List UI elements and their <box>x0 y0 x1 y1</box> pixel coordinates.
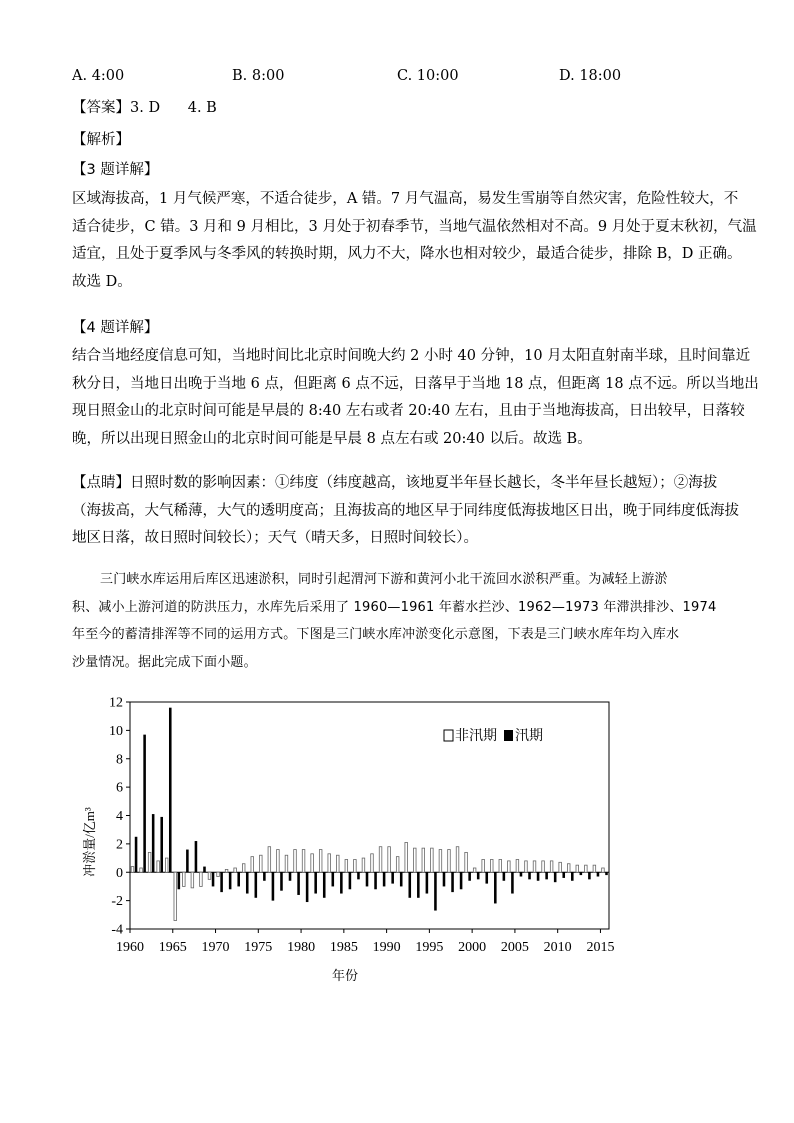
intro-line: 积、减小上游河道的防洪压力，水库先后采用了 1960—1961 年蓄水拦沙、1962—1973 年滞洪排沙、1974 <box>72 599 717 615</box>
flood-bar <box>443 872 446 886</box>
flood-bar <box>272 872 275 900</box>
x-tick-label: 2010 <box>543 940 572 955</box>
flood-bar <box>135 837 138 872</box>
flood-bar <box>289 872 292 881</box>
intro-line: 三门峡水库运用后库区迅速淤积，同时引起渭河下游和黄河小北干流回水淤积严重。为减轻上游淤 <box>100 572 668 587</box>
flood-bar <box>366 872 369 886</box>
y-tick-label: 12 <box>109 695 123 711</box>
answer-text: 3. D 4. B <box>130 100 217 116</box>
non-flood-bar <box>148 852 151 872</box>
flood-bar <box>477 872 480 879</box>
flood-bar <box>323 872 326 898</box>
flood-bar <box>571 872 574 881</box>
erosion-deposition-chart <box>72 692 632 992</box>
non-flood-bar <box>439 850 442 873</box>
flood-bar <box>332 872 335 886</box>
non-flood-bar <box>576 865 579 872</box>
flood-bar <box>605 872 608 875</box>
y-axis-label: 冲淤量/亿m³ <box>82 807 97 877</box>
flood-bar <box>160 817 163 872</box>
flood-bar <box>186 850 189 873</box>
option-b: B. 8:00 <box>232 68 285 84</box>
non-flood-bar <box>567 864 570 873</box>
flood-bar <box>178 872 181 889</box>
non-flood-bar <box>140 868 143 872</box>
non-flood-bar <box>285 855 288 872</box>
q4-heading: 【4 题详解】 <box>72 320 159 336</box>
non-flood-bar <box>585 865 588 872</box>
non-flood-bar <box>302 850 305 873</box>
flood-bar <box>451 872 454 892</box>
x-tick-label: 2000 <box>458 940 487 955</box>
flood-bar <box>237 872 240 886</box>
x-tick-label: 1975 <box>244 940 273 955</box>
flood-bar <box>195 841 198 872</box>
non-flood-bar <box>490 859 493 872</box>
flood-bar <box>408 872 411 898</box>
flood-bar <box>246 872 249 893</box>
material-intro <box>72 566 724 676</box>
x-tick-label: 1970 <box>201 940 230 955</box>
non-flood-bar <box>191 872 194 888</box>
q4-line: 晚，所以出现日照金山的北京时间可能是早晨 8 点左右或 20:40 以后。故选 B。 <box>72 430 592 447</box>
flood-bar <box>383 872 386 886</box>
tip-line: 地区日落，故日照时间较长）；天气（晴天多，日照时间较长）。 <box>72 530 478 546</box>
x-tick-label: 1995 <box>415 940 444 955</box>
option-a: A. 4:00 <box>72 68 125 84</box>
flood-bar <box>220 872 223 892</box>
q3-heading: 【3 题详解】 <box>72 162 159 178</box>
flood-bar <box>314 872 317 893</box>
flood-bar <box>297 872 300 895</box>
flood-bar <box>460 872 463 889</box>
flood-bar <box>152 814 155 872</box>
non-flood-bar <box>456 847 459 873</box>
non-flood-bar <box>131 867 134 873</box>
analysis-label: 【解析】 <box>72 132 130 148</box>
non-flood-bar <box>208 872 211 879</box>
non-flood-bar <box>200 872 203 886</box>
flood-bar <box>434 872 437 910</box>
legend <box>444 728 543 744</box>
q3-line: 适合徒步，C 错。3 月和 9 月相比，3 月处于初春季节，当地气温依然相对不高。9 月处于夏末秋初，气温 <box>72 218 757 235</box>
q3-line: 适宜，且处于夏季风与冬季风的转换时期，风力不大，降水也相对较少，最适合徒步，排除 B，D 正确。 <box>72 246 742 262</box>
non-flood-bar <box>174 872 177 920</box>
x-tick-label: 1980 <box>287 940 316 955</box>
non-flood-bar <box>345 859 348 872</box>
q3-line: 故选 D。 <box>72 273 132 290</box>
flood-bar <box>426 872 429 893</box>
x-tick-label: 1960 <box>116 940 144 955</box>
y-tick-label: -2 <box>111 894 123 910</box>
tip-line: 【点睛】日照时数的影响因素：①纬度（纬度越高，该地夏半年昼长越长，冬半年昼长越短）；②海拔 <box>72 475 718 491</box>
non-flood-bar <box>388 847 391 873</box>
intro-line: 年至今的蓄清排浑等不同的运用方式。下图是三门峡水库冲淤变化示意图，下表是三门峡水库年均入库水 <box>72 627 680 642</box>
flood-bar <box>349 872 352 889</box>
non-flood-bar <box>157 861 160 872</box>
non-flood-bar <box>602 868 605 872</box>
flood-bar <box>203 867 206 873</box>
non-flood-bar <box>183 872 186 886</box>
x-axis <box>116 929 614 955</box>
non-flood-bar <box>165 858 168 872</box>
non-flood-bar <box>311 854 314 872</box>
non-flood-bar <box>542 861 545 872</box>
non-flood-bar <box>336 855 339 872</box>
y-tick-label: 2 <box>116 837 123 853</box>
non-flood-bar <box>379 847 382 873</box>
non-flood-bar <box>354 859 357 872</box>
flood-bar <box>255 872 258 898</box>
flood-bar <box>340 872 343 893</box>
flood-bar <box>580 872 583 875</box>
y-axis <box>109 696 130 938</box>
flood-bar <box>537 872 540 881</box>
y-tick-label: 10 <box>109 723 123 739</box>
flood-bar <box>528 872 531 879</box>
non-flood-bar <box>465 852 468 872</box>
non-flood-bar <box>371 854 374 872</box>
tip-line: （海拔高，大气稀薄，大气的透明度高；且海拔高的地区早于同纬度低海拔地区日出，晚于同纬度低海拔 <box>72 502 739 519</box>
non-flood-bar <box>242 864 245 873</box>
non-flood-bar <box>516 859 519 872</box>
non-flood-bar <box>413 848 416 872</box>
flood-bar <box>588 872 591 879</box>
legend-flood-swatch <box>504 730 513 741</box>
non-flood-bar <box>396 857 399 873</box>
non-flood-bar <box>482 859 485 872</box>
flood-bar <box>306 872 309 902</box>
flood-bar <box>417 872 420 898</box>
non-flood-bar <box>362 858 365 872</box>
flood-bar <box>229 872 232 889</box>
x-axis-label: 年份 <box>331 968 359 983</box>
y-tick-label: 0 <box>116 865 123 881</box>
non-flood-bar <box>533 861 536 872</box>
flood-bar <box>562 872 565 878</box>
non-flood-bar <box>268 847 271 873</box>
flood-bar <box>374 872 377 889</box>
non-flood-bar <box>448 850 451 873</box>
q4-line: 现日照金山的北京时间可能是早晨的 8:40 左右或者 20:40 左右，且由于当地海拔高，日出较早，日落较 <box>72 403 745 419</box>
flood-bar <box>597 872 600 876</box>
legend-non-flood-label: 非汛期 <box>455 728 497 744</box>
non-flood-bar <box>319 850 322 873</box>
non-flood-bar <box>508 861 511 872</box>
x-tick-label: 1965 <box>158 940 187 955</box>
flood-bar <box>169 708 172 873</box>
non-flood-bar <box>234 868 237 872</box>
non-flood-bar <box>225 869 228 872</box>
flood-bar <box>280 872 283 890</box>
flood-bar <box>520 872 523 876</box>
non-flood-bar <box>294 850 297 873</box>
y-tick-label: 4 <box>116 809 123 824</box>
non-flood-bar <box>260 855 263 872</box>
flood-bar <box>485 872 488 883</box>
q4-detail <box>72 343 759 453</box>
x-tick-label: 1990 <box>372 940 401 955</box>
legend-non-flood-swatch <box>444 730 453 741</box>
x-tick-label: 2005 <box>500 940 529 955</box>
option-d: D. 18:00 <box>559 68 622 84</box>
flood-bar <box>494 872 497 903</box>
non-flood-bar <box>525 861 528 872</box>
flood-bar <box>263 872 266 881</box>
option-c: C. 10:00 <box>397 68 459 84</box>
non-flood-bar <box>405 842 408 872</box>
x-tick-label: 2015 <box>586 940 615 955</box>
q4-line: 结合当地经度信息可知，当地时间比北京时间晚大约 2 小时 40 分钟，10 月太阳直射南半球，且时间靠近 <box>72 348 751 364</box>
tip-block <box>72 470 739 553</box>
flood-bar <box>391 872 394 883</box>
q3-detail <box>72 186 757 296</box>
y-tick-label: 8 <box>116 752 123 768</box>
non-flood-bar <box>550 861 553 872</box>
flood-bar <box>212 872 215 886</box>
non-flood-bar <box>217 872 220 876</box>
q3-line: 区域海拔高，1 月气候严寒，不适合徒步，A 错。7 月气温高，易发生雪崩等自然灾害，危险性较大，不 <box>72 191 739 207</box>
answer-line <box>72 98 217 118</box>
flood-bar <box>545 872 548 879</box>
non-flood-bar <box>251 857 254 873</box>
flood-bar <box>511 872 514 893</box>
non-flood-bar <box>431 848 434 872</box>
answer-label: 【答案】 <box>72 100 130 116</box>
non-flood-bar <box>328 854 331 872</box>
x-tick-label: 1985 <box>329 940 358 955</box>
y-tick-label: 6 <box>116 780 123 796</box>
legend-flood-label: 汛期 <box>515 728 543 744</box>
non-flood-bar <box>559 862 562 872</box>
non-flood-bar <box>422 848 425 872</box>
flood-bar <box>503 872 506 881</box>
flood-bar <box>143 735 146 873</box>
non-flood-bar <box>593 865 596 872</box>
flood-bar <box>357 872 360 879</box>
non-flood-bar <box>277 850 280 873</box>
flood-bar <box>554 872 557 882</box>
intro-line: 沙量情况。据此完成下面小题。 <box>72 654 257 670</box>
non-flood-bar <box>473 868 476 872</box>
non-flood-bar <box>499 859 502 872</box>
q4-line: 秋分日，当地日出晚于当地 6 点，但距离 6 点不远，日落早于当地 18 点，但距离 18 点不远。所以当地出 <box>72 375 759 392</box>
flood-bar <box>468 872 471 881</box>
y-tick-label: -4 <box>111 922 123 938</box>
flood-bar <box>400 872 403 886</box>
